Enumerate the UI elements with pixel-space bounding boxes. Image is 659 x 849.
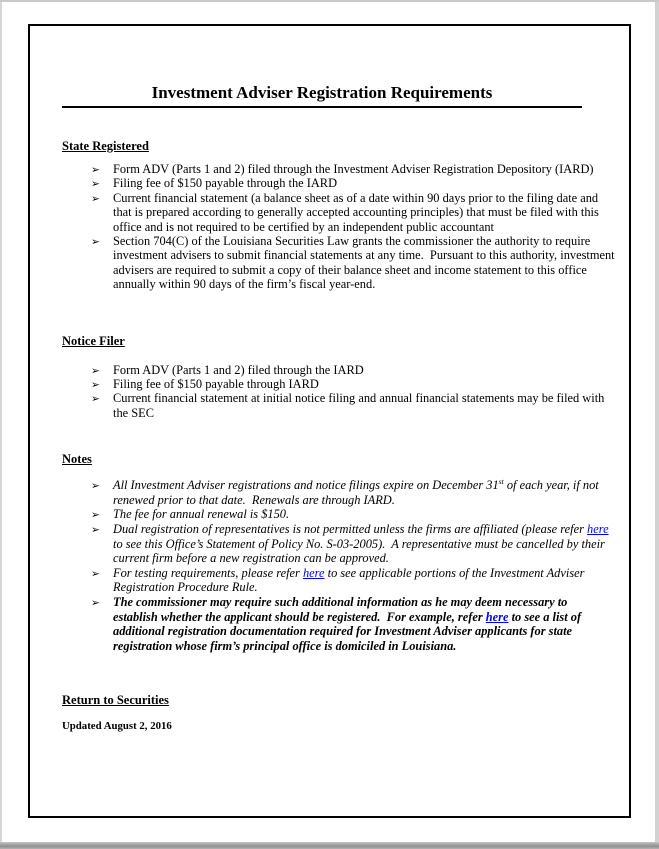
list-item bbox=[62, 234, 618, 292]
list-item bbox=[62, 595, 615, 653]
page-border bbox=[28, 24, 631, 818]
here-link[interactable]: here bbox=[302, 565, 325, 580]
text-segment: The fee for annual renewal is $150. bbox=[113, 507, 290, 522]
page-edge-bottom-shadow bbox=[0, 842, 659, 849]
text-segment: to see a list of additional registration documentation required for Investment Adviser applicants for state registration whose firm’s principal office is domiciled in Louisiana. bbox=[113, 609, 585, 653]
text-segment: Section 704(C) of the Louisiana Securities Law grants the commissioner the authority to require investment advisers to submit financial statements at any time. Pursuant to this authority, investment advisers are required to submit a copy of their balance sheet and income statement to this office annually within 90 days of the firm’s fiscal year-end. bbox=[113, 234, 618, 292]
text-segment: Filing fee of $150 payable through the IARD bbox=[113, 176, 338, 191]
section-heading-state-registered: State Registered bbox=[62, 139, 149, 153]
arrow-bullet-icon: ➢ bbox=[91, 524, 100, 537]
arrow-bullet-icon: ➢ bbox=[91, 509, 100, 522]
arrow-bullet-icon: ➢ bbox=[91, 364, 100, 377]
title-block bbox=[62, 82, 582, 108]
arrow-bullet-icon: ➢ bbox=[91, 597, 100, 610]
text-segment: All Investment Adviser registrations and notice filings expire on December 31 bbox=[113, 478, 499, 493]
list-item bbox=[62, 176, 615, 190]
document-title: Investment Adviser Registration Requirements bbox=[151, 83, 493, 102]
list-item bbox=[62, 191, 615, 234]
text-segment: Current financial statement (a balance sheet as of a date within 90 days prior to the filing date and that is prepared according to generally accepted accounting principles) that must be filed with this office and is not required to be certified by an independent public accountant bbox=[113, 190, 602, 234]
page-edge-left bbox=[0, 2, 2, 842]
list-item bbox=[62, 478, 615, 507]
updated-date: Updated August 2, 2016 bbox=[62, 720, 172, 733]
page-edge-top bbox=[0, 0, 659, 2]
text-segment: to see this Office’s Statement of Policy No. S-03-2005). A representative must be cancelled by their current firm before a new registration can be approved. bbox=[113, 522, 612, 566]
bullet-list-notes bbox=[62, 478, 615, 653]
arrow-bullet-icon: ➢ bbox=[91, 178, 100, 191]
text-segment: Form ADV (Parts 1 and 2) filed through the Investment Adviser Registration Depository (IARD) bbox=[113, 162, 594, 176]
page-edge-right bbox=[655, 2, 659, 842]
bullet-list-state-registered bbox=[62, 162, 618, 292]
list-item bbox=[62, 566, 615, 595]
text-segment: Form ADV (Parts 1 and 2) filed through the IARD bbox=[113, 362, 364, 377]
text-segment: of each year, if not renewed prior to that date. Renewals are through IARD. bbox=[113, 478, 602, 507]
section-heading-notice-filer: Notice Filer bbox=[62, 333, 125, 348]
list-item bbox=[62, 363, 615, 377]
text-segment: For testing requirements, please refer bbox=[113, 565, 303, 580]
section-heading-notes: Notes bbox=[62, 452, 92, 467]
return-to-securities-link[interactable]: Return to Securities bbox=[62, 693, 169, 708]
ordinal-superscript: st bbox=[498, 477, 504, 487]
text-segment: The commissioner may require such additional information as he may deem necessary to establish whether the applicant should be registered. For example, refer bbox=[113, 595, 571, 624]
arrow-bullet-icon: ➢ bbox=[91, 164, 100, 176]
arrow-bullet-icon: ➢ bbox=[91, 192, 100, 205]
text-segment: to see applicable portions of the Investment Adviser Registration Procedure Rule. bbox=[113, 565, 588, 595]
arrow-bullet-icon: ➢ bbox=[91, 379, 100, 392]
list-item bbox=[62, 377, 615, 391]
arrow-bullet-icon: ➢ bbox=[91, 480, 100, 493]
here-link[interactable]: here bbox=[485, 609, 509, 624]
text-segment: Current financial statement at initial notice filing and annual financial statements may be filed with the SEC bbox=[113, 391, 608, 420]
here-link[interactable]: here bbox=[587, 522, 609, 537]
text-segment: Filing fee of $150 payable through IARD bbox=[113, 377, 319, 392]
text-segment: Dual registration of representatives is not permitted unless the firms are affiliated (please refer bbox=[113, 522, 588, 537]
list-item bbox=[62, 522, 615, 566]
arrow-bullet-icon: ➢ bbox=[91, 567, 100, 580]
bullet-list-notice-filer bbox=[62, 363, 615, 421]
arrow-bullet-icon: ➢ bbox=[91, 393, 100, 406]
list-item bbox=[62, 507, 615, 522]
arrow-bullet-icon: ➢ bbox=[91, 236, 100, 249]
list-item bbox=[62, 391, 615, 420]
list-item bbox=[62, 162, 615, 176]
